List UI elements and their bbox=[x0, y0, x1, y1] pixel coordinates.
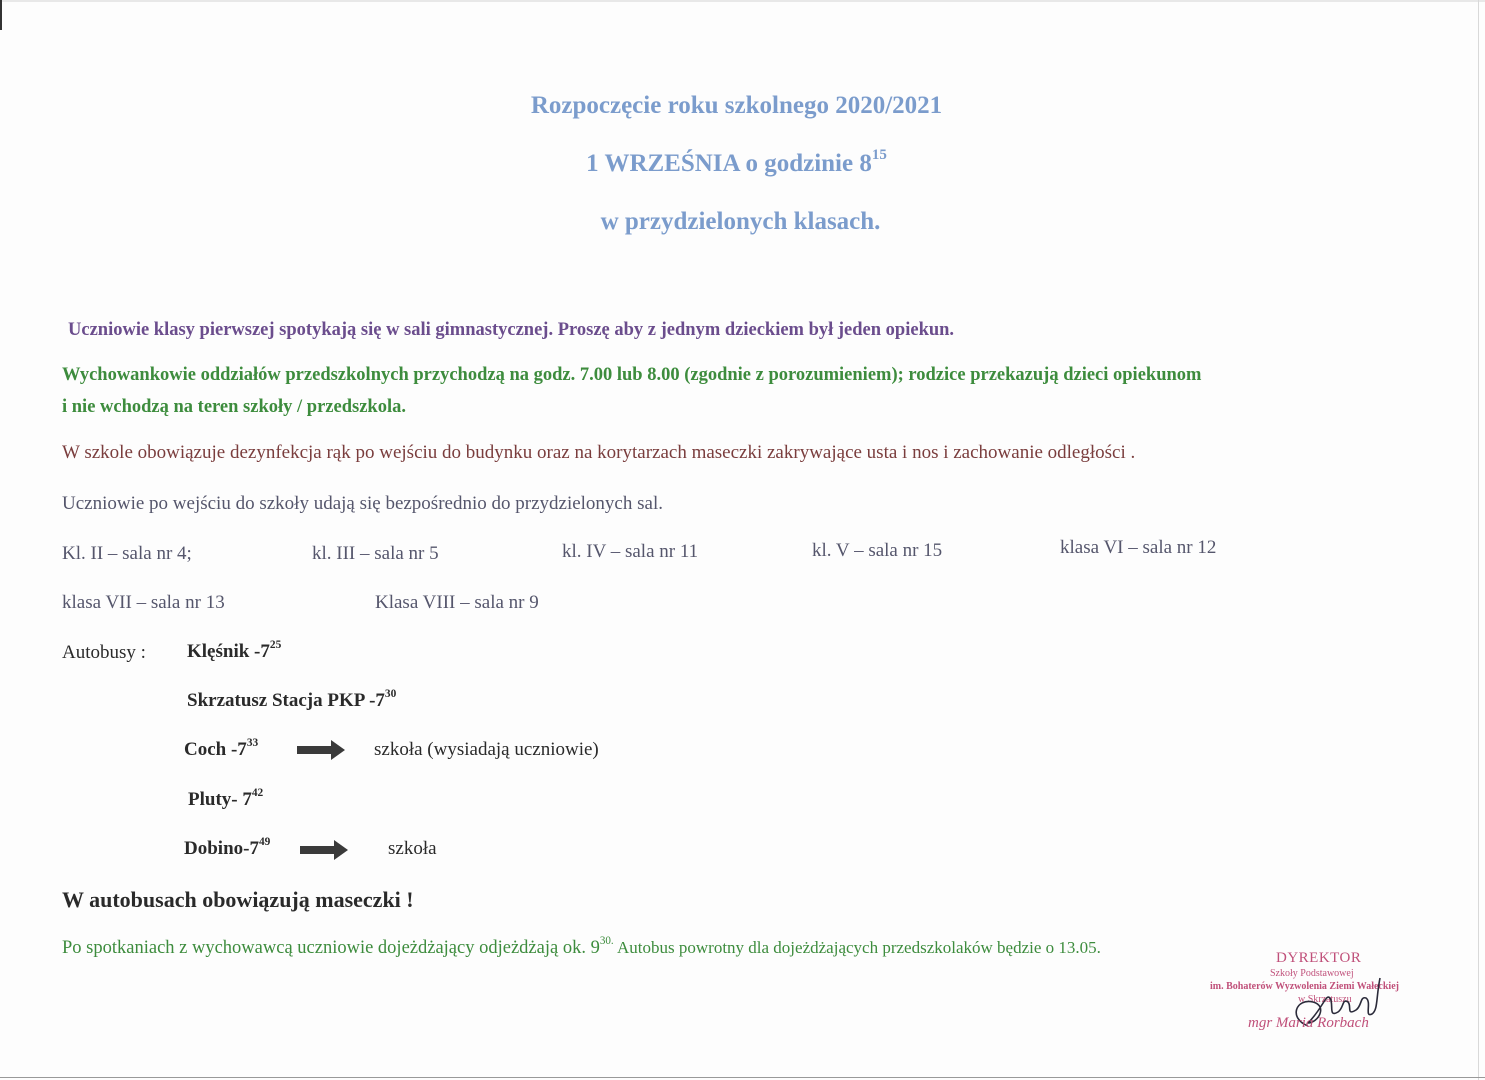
bus-stop bbox=[184, 835, 271, 860]
stamp-name: mgr Maria Rorbach bbox=[1248, 1015, 1369, 1031]
masks-notice: W autobusach obowiązują maseczki ! bbox=[62, 887, 414, 912]
bus-stop-name: Skrzatusz Stacja PKP -7 bbox=[187, 690, 385, 711]
bus-stop bbox=[184, 736, 259, 761]
return-time-sup: 30. bbox=[599, 935, 614, 948]
bus-stop-time: 42 bbox=[251, 786, 264, 799]
page-edge-left bbox=[0, 0, 2, 30]
bus-stop bbox=[187, 638, 282, 663]
director-stamp bbox=[1198, 948, 1448, 1048]
room-item: klasa VII – sala nr 13 bbox=[62, 592, 225, 613]
room-item: kl. IV – sala nr 11 bbox=[562, 541, 699, 562]
page-edge-bottom bbox=[0, 1077, 1485, 1078]
room-item: Klasa VIII – sala nr 9 bbox=[375, 592, 539, 613]
preschool-paragraph-line-1: Wychowankowie oddziałów przedszkolnych przychodzą na godz. 7.00 lub 8.00 (zgodnie z porozumieniem); rodzice przekazują dzieci opiekunom bbox=[62, 365, 1202, 385]
return-text-b: Autobus powrotny dla dojeżdżających przedszkolaków będzie o 13.05. bbox=[613, 938, 1101, 957]
entry-paragraph: Uczniowie po wejściu do szkoły udają się bezpośrednio do przydzielonych sal. bbox=[62, 493, 663, 514]
room-item: Kl. II – sala nr 4; bbox=[62, 543, 192, 564]
header-line-3: w przydzielonych klasach. bbox=[600, 208, 881, 235]
room-item: klasa VI – sala nr 12 bbox=[1060, 537, 1217, 558]
room-item: kl. V – sala nr 15 bbox=[812, 540, 943, 561]
stamp-line: w Skrzatuszu bbox=[1298, 994, 1352, 1005]
bus-stop-time: 49 bbox=[258, 835, 271, 848]
bus-stop-name: Coch -7 bbox=[184, 739, 247, 760]
bus-stop-time: 33 bbox=[246, 736, 259, 749]
bus-destination: szkoła (wysiadają uczniowie) bbox=[374, 739, 599, 760]
bus-stop-name: Klęśnik -7 bbox=[187, 641, 270, 662]
right-arrow-icon bbox=[300, 840, 348, 860]
bus-stop-name: Pluty- 7 bbox=[188, 789, 252, 810]
header-line-2 bbox=[0, 147, 1479, 178]
stamp-line: Szkoły Podstawowej bbox=[1270, 968, 1354, 979]
right-arrow-icon bbox=[297, 740, 345, 760]
page-edge-top bbox=[0, 0, 1485, 2]
first-class-paragraph: Uczniowie klasy pierwszej spotykają się w sali gimnastycznej. Proszę aby z jednym dzieckiem był jeden opiekun. bbox=[68, 320, 955, 340]
bus-destination: szkoła bbox=[388, 838, 437, 859]
header-date: 1 WRZEŚNIA o godzinie 8 bbox=[586, 150, 872, 177]
bus-stop-time: 30 bbox=[384, 687, 397, 700]
bus-stop bbox=[188, 786, 264, 811]
hygiene-paragraph: W szkole obowiązuje dezynfekcja rąk po wejściu do budynku oraz na korytarzach maseczki zakrywające usta i nos i zachowanie odległości . bbox=[62, 442, 1136, 463]
return-paragraph bbox=[62, 935, 1101, 959]
room-item: kl. III – sala nr 5 bbox=[312, 543, 439, 564]
bus-stop bbox=[187, 687, 397, 712]
preschool-paragraph-line-2: i nie wchodzą na teren szkoły / przedszkola. bbox=[62, 397, 406, 417]
stamp-title: DYREKTOR bbox=[1276, 950, 1362, 966]
bus-stop-time: 25 bbox=[269, 638, 282, 651]
bus-stop-name: Dobino-7 bbox=[184, 838, 259, 859]
header-time-sup: 15 bbox=[871, 147, 887, 164]
buses-label: Autobusy : bbox=[62, 642, 146, 663]
stamp-line: im. Bohaterów Wyzwolenia Ziemi Wałeckiej bbox=[1210, 981, 1399, 992]
return-text-a: Po spotkaniach z wychowawcą uczniowie dojeżdżający odjeżdżają ok. 9 bbox=[62, 938, 600, 958]
header-line-1: Rozpoczęcie roku szkolnego 2020/2021 bbox=[530, 92, 943, 119]
